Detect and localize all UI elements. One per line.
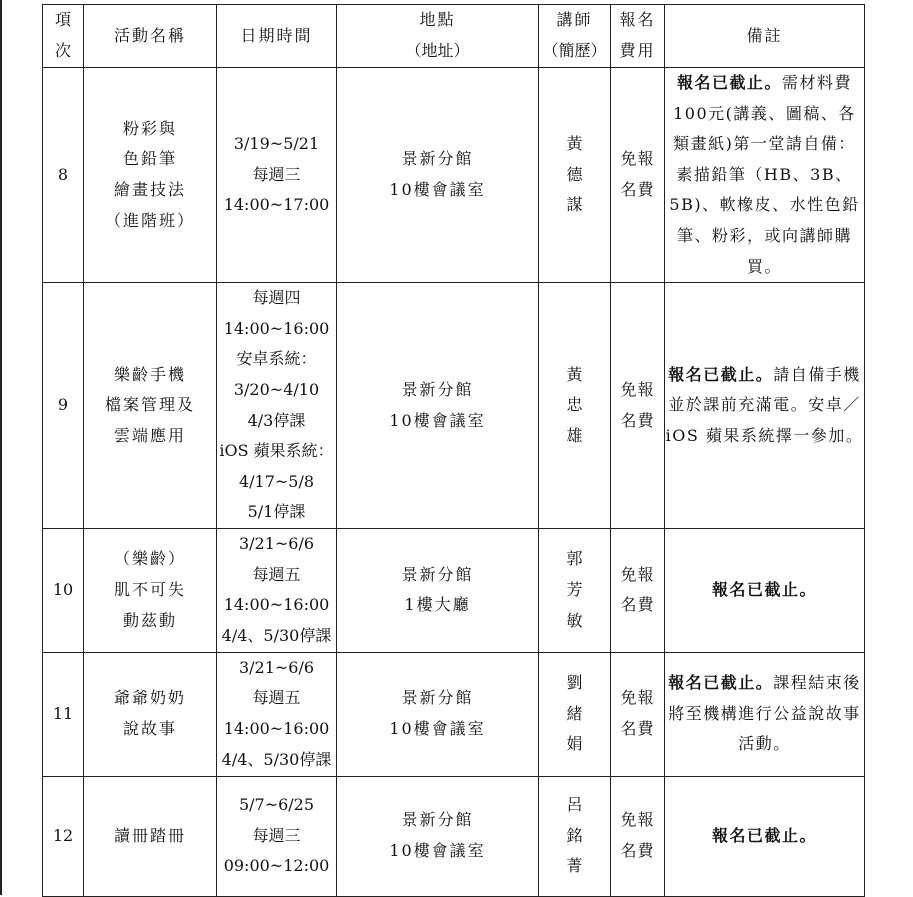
row-date-time [217,776,337,896]
table-row [43,529,865,652]
name-line: 色鉛筆 [122,149,177,169]
header-location-line: 地點 [419,10,456,30]
table-row [43,68,865,283]
row-index: 11 [43,652,84,776]
fee-line: 名費 [620,719,655,739]
name-line: （樂齡） [113,549,186,569]
location-line: 1樓大廳 [404,595,471,615]
location-line: 景新分館 [401,380,474,400]
name-line: 樂齡手機 [113,364,186,384]
name-line: 粉彩與 [122,118,177,138]
row-location [337,283,539,529]
date-line: 3/21~6/6 [238,657,315,677]
table-header-row [43,5,865,68]
teacher-char: 娟 [566,734,583,754]
note-text: 需材料費100元(講義、圖稿、各類畫紙)第一堂請自備：素描鉛筆（HB、3B、5B)、軟橡皮、水性色鉛筆、粉彩，或向講師購買。 [669,73,860,276]
date-line: 4/4、5/30停課 [221,625,332,645]
row-teacher [539,68,611,283]
row-fee [611,68,665,283]
fee-line: 名費 [620,595,655,615]
teacher-char: 謀 [566,195,583,215]
row-note [665,529,865,652]
row-date-time [217,652,337,776]
fee-line: 名費 [620,841,655,861]
teacher-char: 德 [566,164,583,184]
header-index-line: 次 [54,41,71,60]
date-line: 09:00~12:00 [223,856,330,876]
teacher-char: 銘 [566,825,583,845]
location-line: 10樓會議室 [389,410,486,430]
location-line: 10樓會議室 [389,841,486,861]
name-line: 檔案管理及 [104,395,195,415]
row-teacher [539,652,611,776]
row-activity-name [84,776,217,896]
date-line: 14:00~16:00 [223,595,330,615]
row-location [337,68,539,283]
row-note [665,776,865,896]
table-row [43,776,865,896]
row-date-time [217,68,337,283]
date-line: 每週五 [252,688,301,708]
row-index: 8 [43,68,84,283]
fee-line: 免報 [620,688,655,708]
date-line: 3/19~5/21 [233,134,320,154]
location-line: 景新分館 [401,149,474,169]
teacher-char: 呂 [566,795,583,815]
teacher-char: 劉 [566,673,583,693]
teacher-char: 黃 [566,134,583,154]
note-text: 請自備手機並於課前充滿電。安卓／iOS 蘋果系統擇一參加。 [665,364,864,445]
location-line: 景新分館 [401,688,474,708]
row-date-time [217,529,337,652]
date-line: 3/21~6/6 [238,534,315,554]
row-index: 12 [43,776,84,896]
date-line: 5/7~6/25 [238,795,315,815]
teacher-char: 菁 [566,856,583,876]
header-note: 備註 [665,5,865,68]
date-line: 5/1停課 [247,502,306,522]
location-line: 景新分館 [401,564,474,584]
date-line: 14:00~17:00 [223,195,330,215]
location-line: 10樓會議室 [389,719,486,739]
row-activity-name [84,68,217,283]
date-line: 4/17~5/8 [238,471,315,491]
fee-line: 名費 [620,410,655,430]
table-row [43,283,865,529]
row-teacher [539,529,611,652]
name-line: 繪畫技法 [113,180,186,200]
row-date-time [217,283,337,529]
activity-schedule-table [42,4,865,897]
header-index-line: 項 [54,10,71,30]
date-line: 14:00~16:00 [223,719,330,739]
header-name: 活動名稱 [84,5,217,68]
teacher-char: 雄 [566,425,583,445]
row-index: 10 [43,529,84,652]
teacher-char: 芳 [566,580,583,600]
teacher-char: 黃 [566,364,583,384]
row-activity-name [84,652,217,776]
header-location [337,5,539,68]
row-activity-name [84,529,217,652]
name-line: 說故事 [122,719,177,739]
header-fee-line: 報名 [619,10,656,30]
location-line: 10樓會議室 [389,180,486,200]
note-status: 報名已截止。 [668,364,774,384]
row-location [337,529,539,652]
name-line: 動茲動 [122,610,177,630]
note-status: 報名已截止。 [711,580,817,600]
table-row [43,652,865,776]
date-line: 3/20~4/10 [233,380,320,400]
teacher-char: 緒 [566,703,583,723]
row-location [337,652,539,776]
name-line: 雲端應用 [113,425,186,445]
fee-line: 免報 [620,380,655,400]
note-text: 課程結束後將至機構進行公益說故事活動。 [668,673,861,754]
teacher-char: 忠 [566,395,583,415]
header-index [43,5,84,68]
date-line: iOS 蘋果系統： [219,441,334,461]
teacher-char: 郭 [566,549,583,569]
location-line: 景新分館 [401,810,474,830]
teacher-char: 敏 [566,610,583,630]
date-line: 4/3停課 [247,410,306,430]
row-location [337,776,539,896]
date-line: 每週五 [252,564,301,584]
row-index: 9 [43,283,84,529]
row-note [665,283,865,529]
note-status: 報名已截止。 [668,673,774,693]
note-status: 報名已截止。 [676,73,782,92]
row-note [665,68,865,283]
header-location-line: （地址） [405,41,470,60]
note-status: 報名已截止。 [711,825,817,845]
row-fee [611,776,665,896]
date-line: 每週四 [252,288,301,308]
date-line: 4/4、5/30停課 [221,749,332,769]
header-fee-line: 費用 [619,41,656,60]
header-fee [611,5,665,68]
date-line: 每週三 [252,164,301,184]
name-line: 爺爺奶奶 [113,688,186,708]
row-teacher [539,776,611,896]
row-activity-name [84,283,217,529]
fee-line: 名費 [620,180,655,200]
name-line: （進階班） [104,210,195,230]
date-line: 安卓系統： [236,349,317,369]
row-teacher [539,283,611,529]
header-teacher-line: 講師 [556,10,593,30]
page-edge-divider [0,0,2,895]
row-fee [611,283,665,529]
header-teacher [539,5,611,68]
fee-line: 免報 [620,810,655,830]
header-teacher-line: （簡歷） [542,41,607,60]
name-line: 讀冊踏冊 [113,825,186,845]
row-fee [611,652,665,776]
row-note [665,652,865,776]
date-line: 每週三 [252,825,301,845]
fee-line: 免報 [620,149,655,169]
row-fee [611,529,665,652]
name-line: 肌不可失 [113,580,186,600]
fee-line: 免報 [620,564,655,584]
date-line: 14:00~16:00 [223,318,330,338]
header-date: 日期時間 [217,5,337,68]
